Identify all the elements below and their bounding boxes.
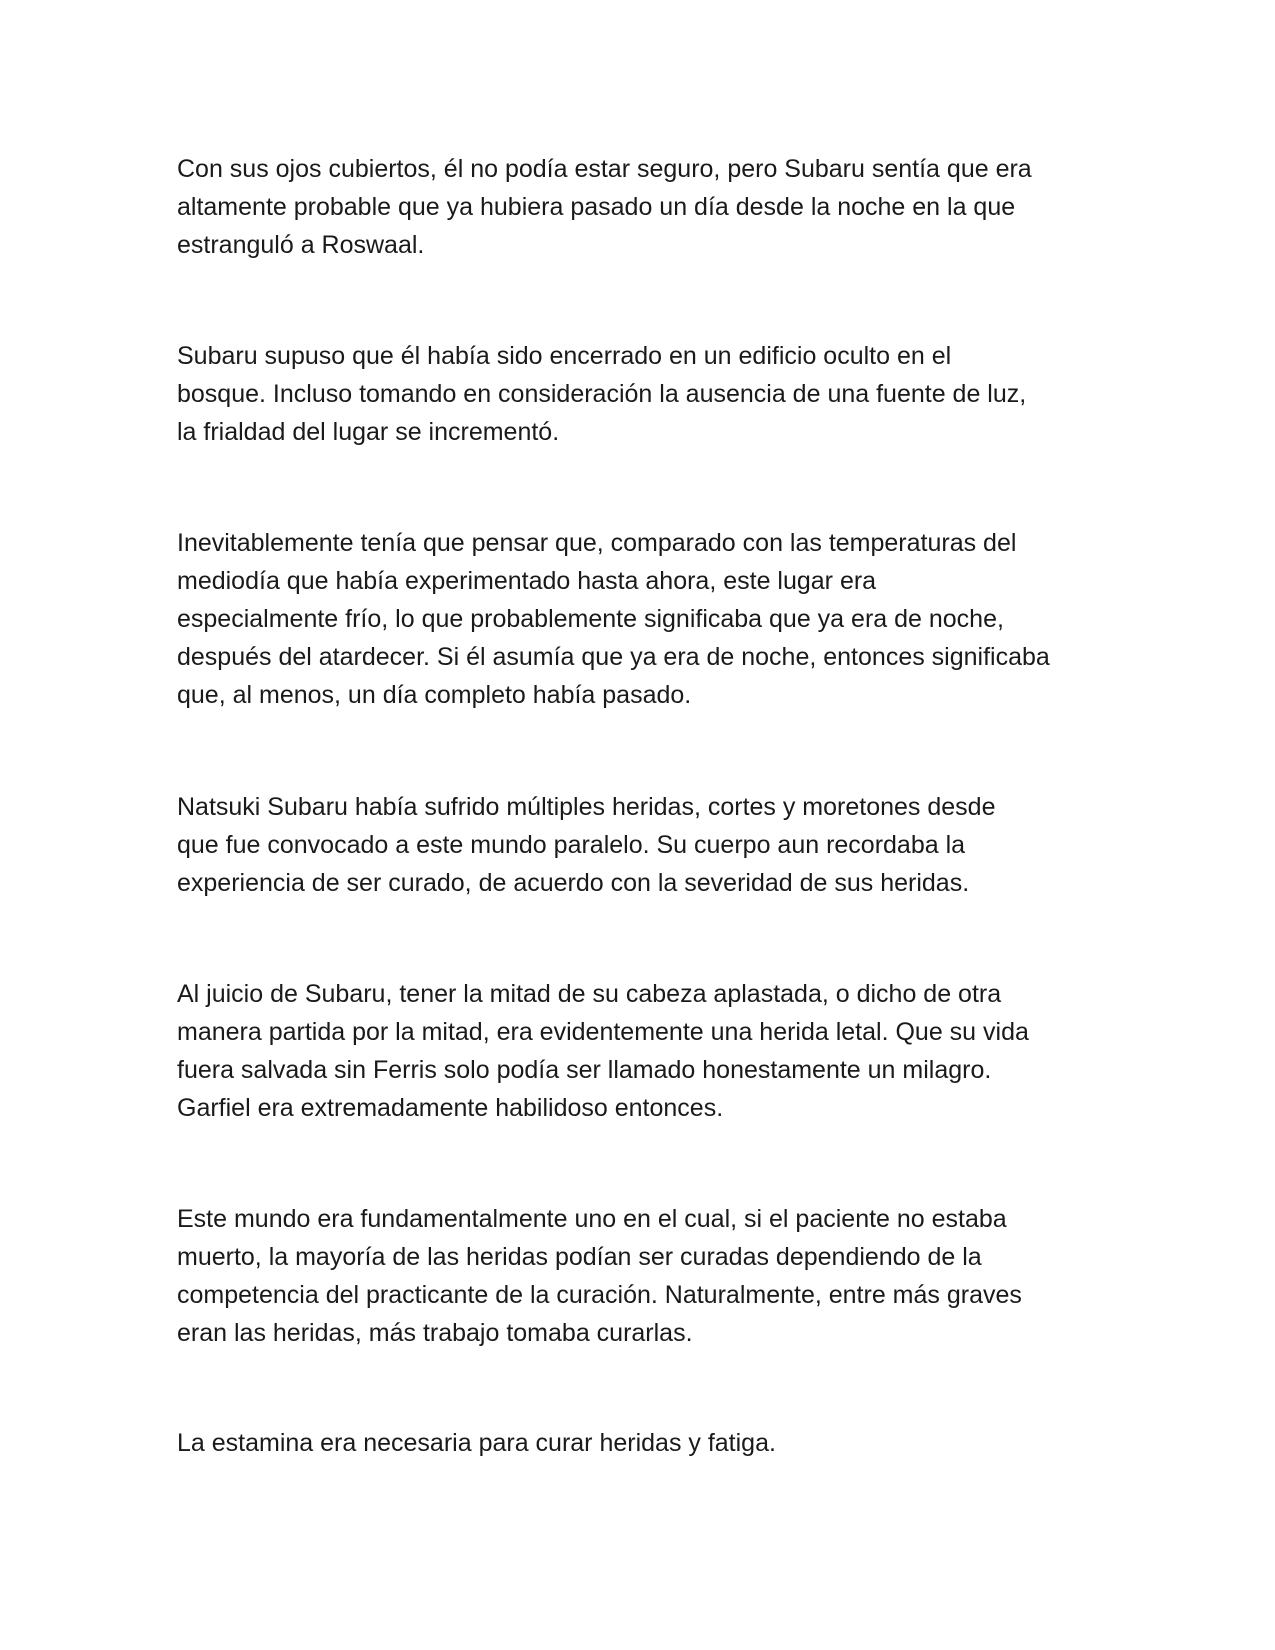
paragraph-1: Con sus ojos cubiertos, él no podía estar seguro, pero Subaru sentía que era altamente probable que ya hubiera pasado un día desde la noche en la que estranguló a Roswaal. — [177, 155, 1032, 259]
paragraph-4: Natsuki Subaru había sufrido múltiples heridas, cortes y moretones desde que fue convocado a este mundo paralelo. Su cuerpo aun recordaba la experiencia de ser curado, de acuerdo con la severidad de sus heridas. — [177, 793, 996, 897]
paragraph-5: Al juicio de Subaru, tener la mitad de su cabeza aplastada, o dicho de otra manera partida por la mitad, era evidentemente una herida letal. Que su vida fuera salvada sin Ferris solo podía ser llamado honestamente un milagro. Garfiel era extremadamente habilidoso entonces. — [177, 980, 1029, 1122]
paragraph-3: Inevitablemente tenía que pensar que, comparado con las temperaturas del mediodía que había experimentado hasta ahora, este lugar era especialmente frío, lo que probablemente significaba que ya era de noche, después del atardecer. Si él asumía que ya era de noche, entonces significaba que, al menos, un día completo había pasado. — [177, 529, 1050, 709]
paragraph-2: Subaru supuso que él había sido encerrado en un edificio oculto en el bosque. Incluso tomando en consideración la ausencia de una fuente de luz, la frialdad del lugar se incrementó. — [177, 342, 1027, 446]
paragraph-6: Este mundo era fundamentalmente uno en el cual, si el paciente no estaba muerto, la mayoría de las heridas podían ser curadas dependiendo de la competencia del practicante de la curación. Naturalmente, entre más graves eran las heridas, más trabajo tomaba curarlas. — [177, 1205, 1022, 1347]
paragraph-7: La estamina era necesaria para curar heridas y fatiga. — [177, 1429, 776, 1457]
